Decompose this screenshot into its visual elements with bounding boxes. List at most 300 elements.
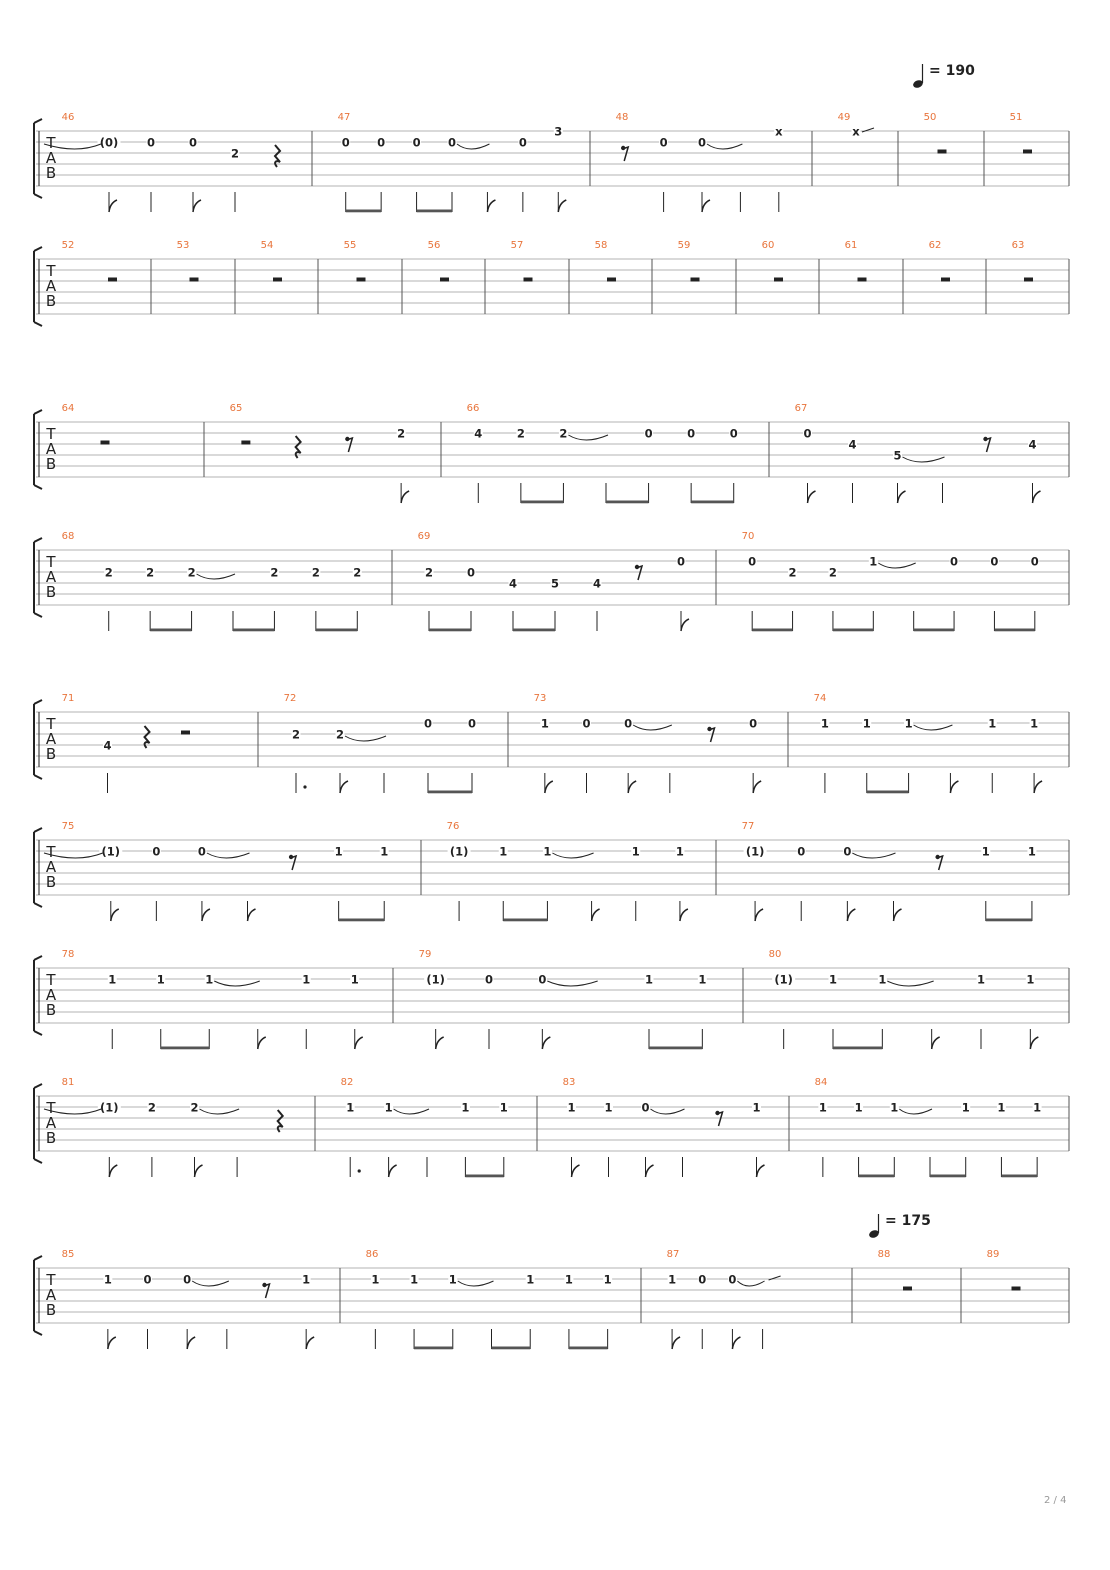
note-flag [108,1337,116,1349]
fret-number: 0 [687,426,696,441]
fret-number: 0 [698,1272,707,1287]
fret-number: 1 [334,844,343,859]
fret-number: 2 [353,565,362,580]
tie-arc [651,1109,685,1114]
tab-clef-letter: B [45,164,57,182]
note-flag [109,1165,117,1177]
fret-number: 0 [644,426,653,441]
note-beam [414,1347,453,1350]
half-rest [941,278,950,282]
note-flag [193,200,201,212]
tie-arc [852,853,895,858]
tab-clef-letter: A [45,1114,57,1132]
fret-number: 1 [668,1272,677,1287]
half-rest [1024,278,1033,282]
tab-clef-letter: A [45,277,57,295]
fret-number: 1 [961,1100,970,1115]
fret-number: 0 [484,972,494,987]
fret-number: 1 [828,972,838,987]
measure-number: 71 [61,693,75,704]
fret-number: 0 [183,1272,192,1287]
tie-arc [633,725,672,730]
note-beam [930,1175,966,1178]
fret-number: 0 [697,135,707,150]
measure-number: 55 [343,240,357,251]
fret-number: 1 [302,972,311,987]
fret-number: 0 [377,135,386,150]
fret-number: (1) [100,1100,119,1115]
fret-number: 2 [147,1100,156,1115]
measure-number: 59 [677,240,691,251]
tab-clef-letter: B [45,1129,57,1147]
note-flag [672,1337,680,1349]
note-flag [757,1165,765,1177]
tab-clef-letter: B [45,1001,57,1019]
fret-number: 1 [103,1272,112,1287]
note-beam [503,919,547,922]
measure-number: 53 [176,240,190,251]
fret-number: 2 [828,565,837,580]
measure-number: 76 [446,821,460,832]
tab-clef-letter: B [45,455,57,473]
measure-number: 63 [1011,240,1025,251]
fret-number: 1 [981,844,990,859]
fret-number: 0 [538,972,547,987]
half-rest [1023,150,1032,154]
note-beam [233,629,274,632]
half-rest [607,278,616,282]
fret-number: 1 [205,972,214,987]
fret-number: 2 [516,426,525,441]
note-flag [592,909,600,921]
fret-number: 2 [335,727,345,742]
fret-number: 1 [1033,1100,1042,1115]
tab-clef-letter: T [46,553,56,571]
fret-number: 1 [675,844,684,859]
measure-number: 60 [761,240,775,251]
fret-number: 1 [346,1100,355,1115]
fret-number: 0 [641,1100,650,1115]
fret-number: 2 [104,565,113,580]
note-flag [702,200,710,212]
tab-clef-letter: T [46,843,56,861]
note-beam [417,210,452,213]
fret-number: (1) [774,972,793,987]
eighth-rest [636,566,642,580]
measure-number: 64 [61,403,75,414]
note-flag [572,1165,580,1177]
fret-number: 0 [659,135,668,150]
tab-clef-letter: A [45,986,57,1004]
measure-number: 87 [666,1249,680,1260]
fret-number: 0 [197,844,206,859]
fret-number: 2 [788,565,797,580]
fret-number: 1 [350,972,359,987]
eighth-rest [717,1112,723,1126]
fret-number: 0 [467,716,477,731]
fret-number: 1 [818,1100,827,1115]
fret-number: 1 [976,972,986,987]
half-rest [691,278,700,282]
half-rest [181,731,190,735]
tab-clef-letter: T [46,425,56,443]
measure-number: 69 [417,531,431,542]
fret-number: (1) [745,844,765,859]
measure-number: 47 [337,112,351,123]
fret-number: 0 [843,844,852,859]
fret-number: 1 [1030,716,1039,731]
measure-number: 52 [61,240,75,251]
tie-arc [214,981,260,986]
fret-number: 0 [803,426,812,441]
note-beam [161,1047,210,1050]
note-beam [316,629,357,632]
fret-number: 1 [862,716,871,731]
fret-number: 1 [869,554,878,569]
fret-number: 1 [820,716,829,731]
fret-number: 1 [878,972,887,987]
fret-number: 2 [291,727,301,742]
measure-number: 50 [923,112,937,123]
fret-number: 1 [499,844,508,859]
fret-number: 1 [631,844,640,859]
note-flag [545,781,553,793]
fret-number: 1 [108,972,117,987]
fret-number: 2 [146,565,155,580]
fret-number: 1 [997,1100,1006,1115]
fret-number: 1 [448,1272,457,1287]
note-beam [521,501,564,504]
note-beam [492,1347,531,1350]
tempo-value: = 175 [885,1213,931,1229]
fret-number: 5 [550,576,560,591]
note-beam [914,629,954,632]
note-beam [465,1175,503,1178]
note-beam [691,501,734,504]
note-flag [487,200,495,212]
fret-number: 0 [143,1272,152,1287]
note-flag [306,1337,314,1349]
tie-arc [899,1109,932,1114]
note-beam [606,501,649,504]
note-flag [950,781,958,793]
fret-number: 1 [1027,844,1036,859]
note-flag [401,491,409,503]
half-rest [357,278,366,282]
tab-clef-letter: B [45,583,57,601]
note-flag [894,909,902,921]
note-flag [202,909,210,921]
tie-arc [707,144,742,149]
note-flag [1033,491,1041,503]
fret-number: 1 [540,716,549,731]
half-rest [108,278,117,282]
fret-number: 1 [302,1272,311,1287]
fret-number: 1 [604,1100,613,1115]
fret-number: 4 [592,576,602,591]
half-rest [101,441,110,445]
eighth-rest [622,147,628,161]
fret-number: 2 [270,565,279,580]
fret-number: 1 [698,972,707,987]
fret-number: 0 [466,565,476,580]
measure-number: 68 [61,531,75,542]
half-rest [241,441,250,445]
measure-number: 67 [794,403,808,414]
eighth-rest [709,728,715,742]
fret-number: 4 [474,426,483,441]
page-number: 2 / 4 [1044,1495,1067,1506]
half-rest [1012,1287,1021,1291]
fret-number: 4 [103,738,112,753]
tab-clef-letter: T [46,262,56,280]
fret-number: 1 [890,1100,899,1115]
note-beam [833,1047,882,1050]
note-beam [649,1047,702,1050]
tab-clef-letter: A [45,440,57,458]
fret-number: 0 [748,554,757,569]
eighth-rest [985,438,991,452]
half-rest [190,278,199,282]
fret-number: 4 [508,576,518,591]
fret-number: 1 [904,716,913,731]
fret-number: 1 [526,1272,535,1287]
tie-arc [345,736,386,741]
half-rest [938,150,947,154]
note-dot [358,1169,361,1172]
half-rest [903,1287,912,1291]
note-flag [732,1337,740,1349]
eighth-rest [264,1284,270,1298]
tie-arc [207,853,250,858]
fret-number: 2 [187,565,196,580]
tab-clef-letter: A [45,149,57,167]
tie-arc [568,435,608,440]
measure-number: 84 [814,1077,828,1088]
fret-number: 0 [1030,554,1039,569]
measure-number: 85 [61,1249,75,1260]
fret-number: 0 [624,716,633,731]
half-rest [273,278,282,282]
measure-number: 73 [533,693,547,704]
tab-clef-letter: B [45,873,57,891]
fret-number: 4 [848,437,857,452]
fret-number: 3 [554,124,563,139]
fret-number: 2 [424,565,434,580]
note-flag [898,491,906,503]
note-beam [428,791,472,794]
fret-number: 1 [461,1100,470,1115]
tie-arc [547,981,597,986]
tab-clef-letter: B [45,745,57,763]
note-beam [339,919,385,922]
fret-number: 0 [188,135,198,150]
tab-clef-letter: T [46,1099,56,1117]
fret-number: 2 [230,146,240,161]
note-beam [833,629,873,632]
note-beam [859,1175,895,1178]
note-flag [187,1337,195,1349]
measure-number: 46 [61,112,75,123]
fret-number: 2 [559,426,568,441]
tie-arc [197,574,235,579]
note-flag [628,781,636,793]
fret-number: 0 [749,716,758,731]
half-rest [858,278,867,282]
measure-number: 48 [615,112,629,123]
note-flag [932,1037,940,1049]
fret-number: 0 [447,135,457,150]
note-flag [340,781,348,793]
fret-number: 1 [644,972,654,987]
note-beam [994,629,1034,632]
tie-arc [552,853,593,858]
fret-number: (1) [449,844,469,859]
tie-arc [200,1109,240,1114]
fret-number: 0 [518,135,527,150]
measure-number: 79 [418,949,432,960]
fret-number: 1 [371,1272,380,1287]
measure-number: 89 [986,1249,1000,1260]
measure-number: 49 [837,112,851,123]
fret-number: (1) [426,972,445,987]
measure-number: 58 [594,240,608,251]
fret-number: 1 [1026,972,1035,987]
note-flag [681,619,689,631]
fret-number: 0 [146,135,156,150]
note-flag [755,909,763,921]
fret-number: (1) [101,844,121,859]
tab-clef-letter: A [45,730,57,748]
note-flag [111,909,119,921]
note-flag [258,1037,266,1049]
fret-number: 2 [397,426,406,441]
measure-number: 61 [844,240,858,251]
tie-arc [914,725,953,730]
measure-number: 80 [768,949,782,960]
tab-clef-letter: T [46,971,56,989]
fret-number: 1 [380,844,389,859]
tab-clef-letter: B [45,1301,57,1319]
tie-arc [457,144,489,149]
note-flag [436,1037,444,1049]
eighth-rest [937,856,943,870]
tempo-value: = 190 [929,63,975,79]
note-flag [753,781,761,793]
fret-number: 1 [854,1100,863,1115]
note-beam [867,791,909,794]
measure-number: 57 [510,240,524,251]
tab-clef-letter: A [45,568,57,586]
fret-number: 1 [384,1100,393,1115]
note-flag [109,200,117,212]
tab-clef-letter: A [45,1286,57,1304]
fret-number: 0 [412,135,421,150]
tab-clef-letter: B [45,292,57,310]
note-flag [847,909,855,921]
note-flag [646,1165,654,1177]
fret-number: 0 [423,716,433,731]
fret-number: 0 [152,844,161,859]
note-flag [389,1165,397,1177]
tie-arc [458,1281,494,1286]
measure-number: 70 [741,531,755,542]
fret-number: 2 [311,565,320,580]
fret-number: 0 [582,716,591,731]
fret-number: 1 [988,716,997,731]
tab-clef-letter: T [46,715,56,733]
fret-number: 5 [893,448,902,463]
fret-number: 1 [567,1100,576,1115]
measure-number: 82 [340,1077,354,1088]
tie-arc [878,563,915,568]
fret-number: x [775,124,783,139]
note-beam [150,629,191,632]
tab-clef-letter: T [46,1271,56,1289]
note-beam [513,629,555,632]
half-rest [440,278,449,282]
note-beam [346,210,381,213]
measure-number: 77 [741,821,755,832]
fret-number: 1 [564,1272,573,1287]
fret-number: 0 [676,554,686,569]
half-rest [774,278,783,282]
note-beam [1001,1175,1037,1178]
tab-clef-letter: A [45,858,57,876]
measure-number: 56 [427,240,441,251]
fret-number: 1 [156,972,165,987]
measure-number: 83 [562,1077,576,1088]
fret-number: 1 [603,1272,612,1287]
eighth-rest [290,856,296,870]
fret-number: 0 [990,554,999,569]
note-flag [558,200,566,212]
measure-number: 75 [61,821,75,832]
measure-number: 66 [466,403,480,414]
note-flag [355,1037,363,1049]
half-rest [524,278,533,282]
tie-arc [192,1281,229,1286]
note-beam [569,1347,608,1350]
tab-clef-letter: T [46,134,56,152]
measure-number: 72 [283,693,297,704]
note-dot [303,785,306,788]
fret-number: 0 [729,426,738,441]
note-flag [808,491,816,503]
measure-number: 51 [1009,112,1023,123]
measure-number: 81 [61,1077,75,1088]
note-beam [429,629,471,632]
measure-number: 78 [61,949,75,960]
fret-number: 1 [410,1272,419,1287]
fret-number: 2 [190,1100,199,1115]
note-flag [1034,781,1042,793]
measure-number: 74 [813,693,827,704]
note-beam [752,629,792,632]
fret-number: x [852,124,860,139]
fret-number: 0 [950,554,959,569]
tie-arc [903,457,945,462]
measure-number: 65 [229,403,243,414]
tie-arc [737,1281,764,1286]
measure-number: 88 [877,1249,891,1260]
note-flag [542,1037,550,1049]
tie-arc [887,981,933,986]
note-flag [680,909,688,921]
fret-number: (0) [99,135,119,150]
measure-number: 86 [365,1249,379,1260]
note-flag [1030,1037,1038,1049]
